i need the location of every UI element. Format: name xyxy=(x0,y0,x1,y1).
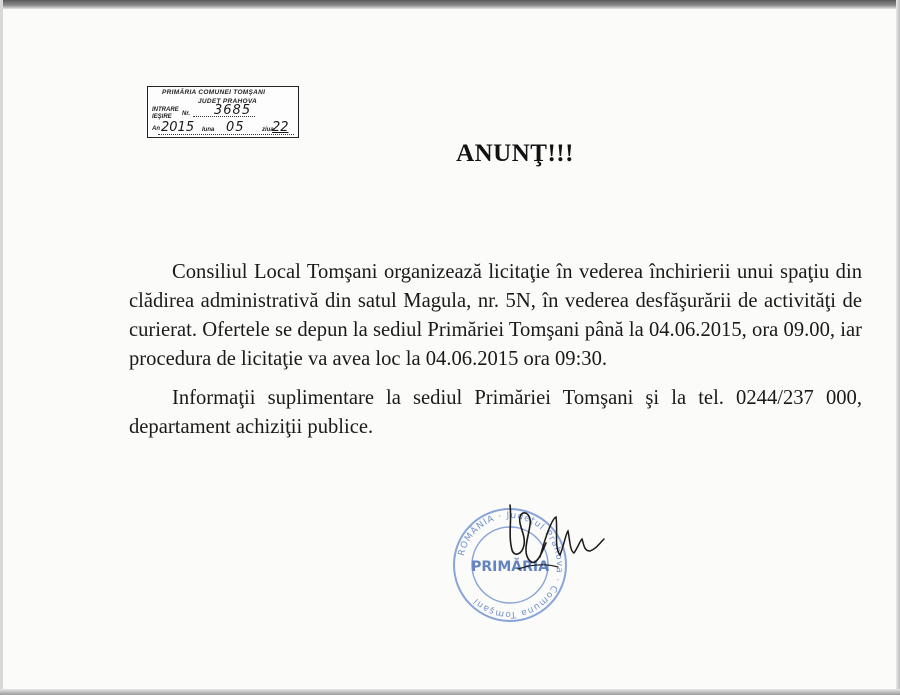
scan-top-edge xyxy=(0,0,900,9)
reg-stamp-month-value: 05 xyxy=(226,120,245,135)
reg-stamp-month-label: luna xyxy=(202,127,215,133)
reg-stamp-county: JUDEŢ PRAHOVA xyxy=(198,98,258,105)
scan-bottom-edge xyxy=(0,689,900,695)
reg-stamp-entry-label: INTRARE xyxy=(152,107,179,113)
scan-left-edge xyxy=(0,0,3,695)
reg-stamp-number-label: Nr. xyxy=(182,111,191,117)
reg-stamp-institution: PRIMĂRIA COMUNEI TOMŞANI xyxy=(162,89,266,96)
scan-right-edge xyxy=(896,0,900,695)
seal-center-text: PRIMĂRIA xyxy=(471,559,549,575)
announcement-paragraph-2: Informaţii suplimentare la sediul Primăriei Tomşani şi la tel. 0244/237 000, departament achiziţii publice. xyxy=(129,387,862,438)
reg-stamp-year-label: An xyxy=(152,126,160,132)
announcement-body xyxy=(129,258,862,442)
announcement-title: ANUNŢ!!! xyxy=(456,140,574,167)
reg-stamp-day-value: 22 xyxy=(272,120,289,135)
reg-stamp-date-line xyxy=(158,134,294,135)
reg-stamp-year-value: 2015 xyxy=(161,120,195,135)
reg-stamp-number-value: 3685 xyxy=(214,103,252,118)
reg-stamp-day-label: ziua xyxy=(262,127,274,133)
signature xyxy=(500,495,615,590)
announcement-paragraph-1: Consiliul Local Tomşani organizează licitaţie în vederea închirierii unui spaţiu din clădirea administrativă din satul Magula, nr. 5N, în vederea desfăşurării de activităţi de curierat. Ofertele se depun la sediul Primăriei Tomşani până la 04.06.2015, ora 09.00, iar procedura de licitaţie va avea loc la 04.06.2015 ora 09:30. xyxy=(129,261,862,370)
registration-stamp xyxy=(147,86,299,138)
reg-stamp-exit-label: IEŞIRE xyxy=(152,114,172,120)
seal-outer-text: ROMÂNIA · Judeţul Prahova · Comuna Tomşani xyxy=(456,510,565,620)
